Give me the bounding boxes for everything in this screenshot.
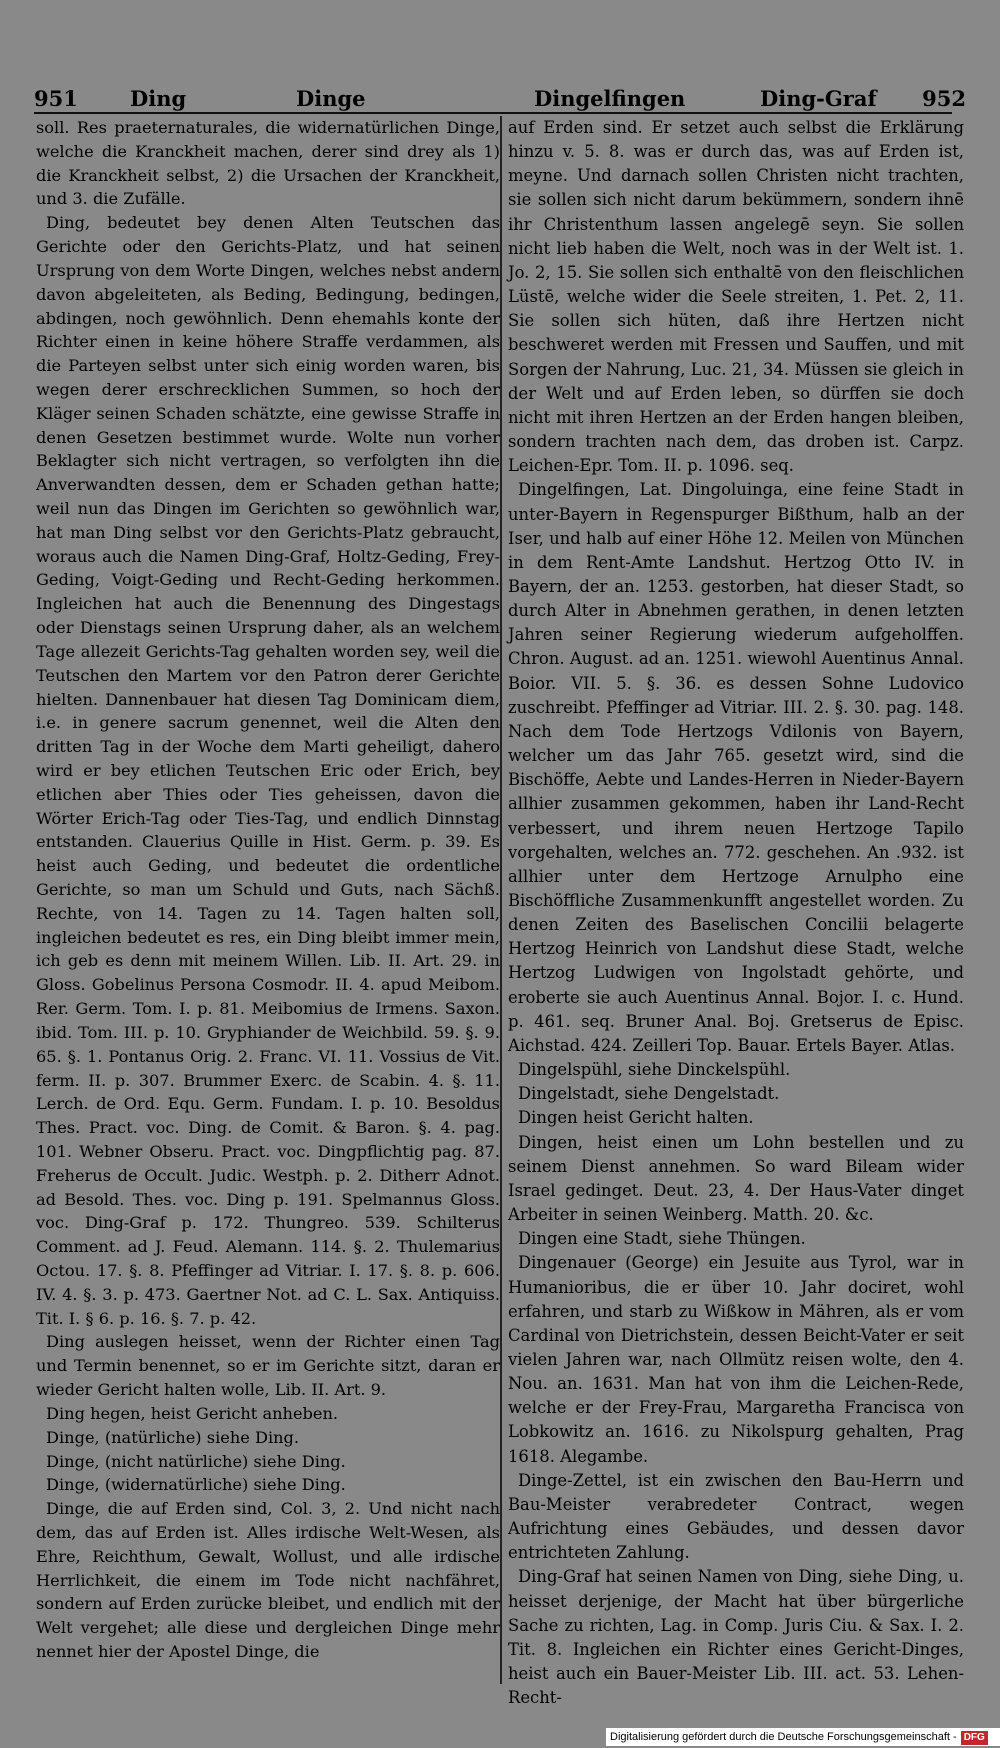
entry-paragraph: Ding hegen, heist Gericht anheben. (46, 1403, 339, 1423)
header-keyword-3: Dingelfingen (534, 86, 686, 111)
entry-paragraph: Dinge, (natürliche) siehe Ding. (46, 1427, 300, 1447)
entry-paragraph: Ding auslegen heisset, wenn der Richter einen Tag und Termin benennet, so er im Gerichte sitzt, daran er wieder Gericht halten wolle, Lib. II. Art. 9. (36, 1332, 500, 1400)
right-column (508, 116, 964, 1710)
entry-paragraph: Dinge-Zettel, ist ein zwischen den Bau-Herrn und Bau-Meister verabredeter Contract, wegen Aufrichtung eines Gebäudes, und dessen davor entrichteten Zahlung. (508, 1470, 964, 1563)
funding-footer (606, 1728, 1000, 1746)
entry-paragraph: Dingelfingen, Lat. Dingoluinga, eine feine Stadt in unter-Bayern in Regenspurger Bißthum, halb an der Iser, und halb auf einer Höhe 12. Meilen von München in dem Rent-Amte Landshut. Hertzog Otto IV. in Bayern, der an. 1253. gestorben, hat dieser Stadt, so durch Alter in Abnehmen gerathen, in denen letzten Jahren seiner Regierung wiederum aufgeholffen. Chron. August. ad an. 1251. wiewohl Auentinus Annal. Boior. VII. 5. §. 36. es dessen Sohne Ludovico zuschreibt. Pfeffinger ad Vitriar. III. 2. §. 30. pag. 148. Nach dem Tode Hertzogs Vdilonis von Bayern, welcher um das Jahr 765. gesetzt wird, sind die Bischöffe, Aebte und Landes-Herren in Nieder-Bayern allhier zusammen gekommen, haben ihr Land-Recht verbessert, und ihrem neuen Hertzoge Tapilo vorgehalten, welches an. 772. geschehen. An .932. ist allhier unter dem Hertzoge Arnulpho eine Bischöffliche Zusammenkunfft angestellet worden. Zu denen Zeiten des Baselischen Concilii belagerte Hertzog Heinrich von Landshut diese Stadt, welche Hertzog Ludwigen von Ingolstadt gehörte, und eroberte sie auch Auentinus Annal. Bojor. I. c. Hund. p. 461. seq. Bruner Anal. Boj. Gretserus de Episc. Aichstad. 424. Zeilleri Top. Bauar. Ertels Bayer. Atlas. (508, 480, 964, 1055)
header-rule (34, 112, 952, 114)
header-keyword-4: Ding-Graf (760, 86, 877, 111)
entry-paragraph: Ding-Graf hat seinen Namen von Ding, siehe Ding, u. heisset derjenige, der Macht hat über bürgerliche Sache zu richten, Lag. in Comp. Juris Ciu. & Sax. I. 2. Tit. 8. Ingleichen ein Richter eines Gericht-Dinges, heist auch ein Bauer-Meister Lib. III. act. 53. Lehen-Recht- (508, 1567, 964, 1708)
header-keyword-1: Ding (130, 86, 187, 111)
dfg-logo: DFG (961, 1731, 988, 1745)
page-number-right: 952 (922, 86, 966, 111)
entry-paragraph: Dingen, heist einen um Lohn bestellen und zu seinem Dienst annehmen. So ward Bileam wider Israel gedinget. Deut. 23, 4. Der Haus-Vater dinget Arbeiter in seinen Weinberg. Matth. 20. &c. (508, 1132, 964, 1225)
entry-paragraph: soll. Res praeternaturales, die widernatürlichen Dinge, welche die Kranckheit machen, derer sind drey als 1) die Kranckheit selbst, 2) die Ursachen der Kranckheit, und 3. die Zufälle. (36, 118, 500, 209)
funding-notice: Digitalisierung gefördert durch die Deutsche Forschungsgemeinschaft - (610, 1731, 957, 1743)
entry-paragraph: Dingen heist Gericht halten. (518, 1108, 754, 1128)
entry-paragraph: Dinge, die auf Erden sind, Col. 3, 2. Und nicht nach dem, das auf Erden ist. Alles irdische Welt-Wesen, als Ehre, Reichthum, Gewalt, Wollust, und alle irdische Herrlichkeit, die einem im Tode nicht nachfähret, sondern auf Erden zurücke bleibet, und endlich mit der Welt vergehet; alle diese und dergleichen Dinge mehr nennet hier der Apostel Dinge, die (36, 1499, 500, 1661)
entry-paragraph: Dinge, (widernatürliche) siehe Ding. (46, 1475, 346, 1495)
header-keyword-2: Dinge (296, 86, 366, 111)
entry-paragraph: Dingenauer (George) ein Jesuite aus Tyrol, war in Humanioribus, die er über 10. Jahr dociret, wohl erfahren, und starb zu Wißkow in Mähren, als er vom Cardinal von Dietrichstein, dessen Beicht-Vater er seit vielen Jahren war, nach Ollmütz reisen wolte, den 4. Nou. an. 1631. Man hat von ihm die Leichen-Rede, welche er der Frey-Frau, Margaretha Francisca von Lobkowitz an. 1616. zu Nikolspurg gehalten, Prag 1618. Alegambe. (508, 1253, 964, 1466)
page-header (34, 84, 966, 114)
entry-paragraph: Dinge, (nicht natürliche) siehe Ding. (46, 1451, 346, 1471)
left-column (36, 116, 500, 1664)
column-divider (500, 116, 502, 1684)
entry-paragraph: Dingelstadt, siehe Dengelstadt. (518, 1084, 780, 1104)
page-number-left: 951 (34, 86, 78, 111)
entry-paragraph: auf Erden sind. Er setzet auch selbst die Erklärung hinzu v. 5. 8. was er durch das, was auf Erden ist, meyne. Und darnach sollen Christen nicht trachten, sie sollen sich nicht darum bekümmern, sondern ihnē ihr Christenthum lassen angelegē seyn. Sie sollen nicht lieb haben die Welt, noch was in der Welt ist. 1. Jo. 2, 15. Sie sollen sich enthaltē von den fleischlichen Lüstē, welche wider die Seele streiten, 1. Pet. 2, 11. Sie sollen sich hüten, daß ihre Hertzen nicht beschweret werden mit Fressen und Sauffen, und mit Sorgen der Nahrung, Luc. 21, 34. Müssen sie gleich in der Welt und auf Erden leben, so dürffen sie doch nicht mit ihren Hertzen an der Erden hangen bleiben, sondern trachten nach dem, das droben ist. Carpz. Leichen-Epr. Tom. II. p. 1096. seq. (508, 118, 964, 476)
entry-paragraph: Dingelspühl, siehe Dinckelspühl. (518, 1060, 791, 1080)
entry-paragraph: Dingen eine Stadt, siehe Thüngen. (518, 1229, 806, 1249)
entry-paragraph: Ding, bedeutet bey denen Alten Teutschen das Gerichte oder den Gerichts-Platz, und hat seinen Ursprung von dem Worte Dingen, welches nebst andern davon abgeleiteten, als Beding, Bedingung, bedingen, abdingen, noch gewöhnlich. Denn ehemahls konte der Richter einen in keine höhere Straffe verdammen, als die Parteyen selbst unter sich einig worden waren, bis wegen derer erschrecklichen Summen, so hoch der Kläger seinen Schaden schätzte, eine gewisse Straffe in denen Gesetzen bestimmet wurde. Wolte nun vorher Beklagter sich nicht vertragen, so verfolgten ihn die Anverwandten dessen, dem er Schaden gethan hatte; weil nun das Dingen im Gerichten so gewöhnlich war, hat man Ding selbst vor den Gerichts-Platz gebraucht, woraus auch die Namen Ding-Graf, Holtz-Geding, Frey-Geding, Voigt-Geding und Recht-Geding herkommen. Ingleichen hat auch die Benennung des Dingestags oder Dienstags seinen Ursprung daher, als an welchem Tage allezeit Gerichts-Tag gehalten worden sey, weil die Teutschen den Martem vor den Patron derer Gerichte hielten. Dannenbauer hat diesen Tag Dominicam diem, i.e. in genere sacrum genennet, weil die Alten den dritten Tag in der Woche dem Marti geheiligt, dahero wird er bey etlichen Teutschen Eric oder Erich, bey etlichen aber Thies oder Ties geheissen, davon die Wörter Erich-Tag oder Ties-Tag, und endlich Dinnstag entstanden. Clauerius Quille in Hist. Germ. p. 39. Es heist auch Geding, und bedeutet die ordentliche Gerichte, so man um Schuld und Guts, nach Sächß. Rechte, von 14. Tagen zu 14. Tagen halten soll, ingleichen bedeutet es res, ein Ding bleibt immer mein, ich geb es denn mit meinem Willen. Lib. II. Art. 29. in Gloss. Gobelinus Persona Cosmodr. II. 4. apud Meibom. Rer. Germ. Tom. I. p. 81. Meibomius de Irmens. Saxon. ibid. Tom. III. p. 10. Gryphiander de Weichbild. 59. §. 9. 65. §. 1. Pontanus Orig. 2. Franc. VI. 11. Vossius de Vit. ferm. II. p. 307. Brummer Exerc. de Scabin. 4. §. 11. Lerch. de Ord. Equ. Germ. Fundam. I. p. 10. Besoldus Thes. Pract. voc. Ding. de Comit. & Baron. §. 4. pag. 101. Webner Obseru. Pract. voc. Dingpflichtig pag. 87. Freherus de Occult. Judic. Westph. p. 2. Ditherr Adnot. ad Besold. Thes. voc. Ding p. 191. Spelmannus Gloss. voc. Ding-Graf p. 172. Thungreo. 539. Schilterus Comment. ad J. Feud. Alemann. 114. §. 2. Thulemarius Octou. 17. §. 8. Pfeffinger ad Vitriar. I. 17. §. 8. p. 606. IV. 4. §. 3. p. 473. Gaertner Not. ad C. L. Sax. Antiquiss. Tit. I. § 6. p. 16. §. 7. p. 42. (36, 213, 500, 1328)
